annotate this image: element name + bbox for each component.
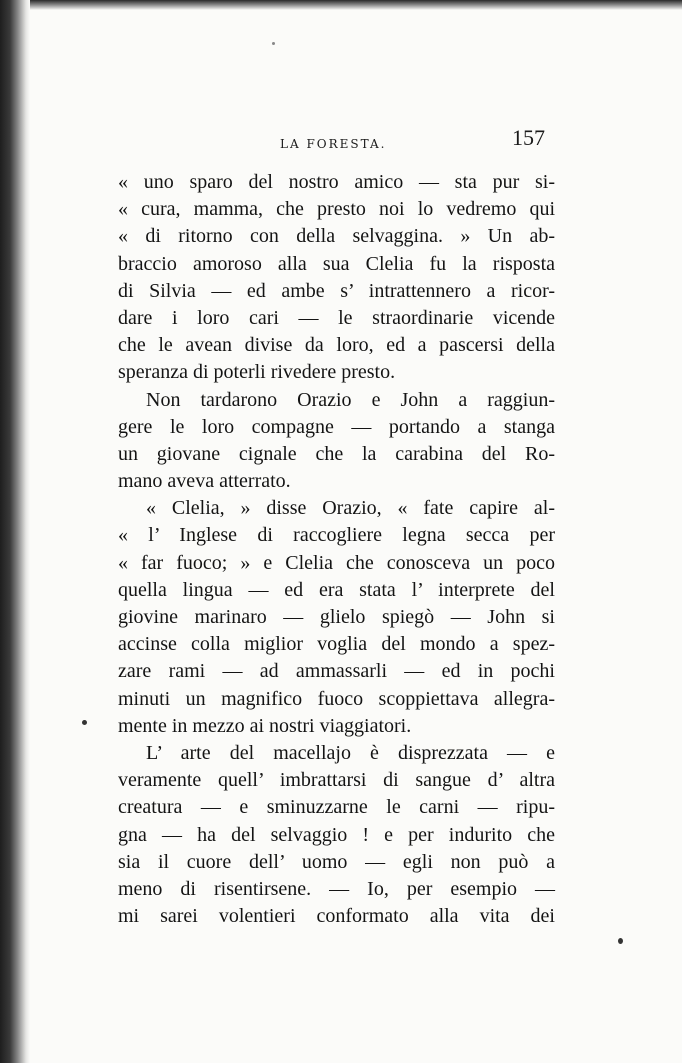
text-line: che le avean divise da loro, ed a pascersi della (118, 334, 555, 357)
text-line: mente in mezzo ai nostri viaggiatori. (118, 714, 412, 737)
text-line: speranza di poterli rivedere presto. (118, 361, 396, 384)
text-line: « l’ Inglese di raccogliere legna secca per (118, 524, 555, 547)
page-top-edge (0, 0, 682, 10)
text-line: creatura — e sminuzzarne le carni — ripu- (118, 796, 555, 819)
text-line: giovine marinaro — glielo spiegò — John si (118, 606, 555, 628)
text-line: « uno sparo del nostro amico — sta pur si- (118, 171, 555, 193)
page-number: 157 (512, 125, 545, 150)
text-line: mano aveva atterrato. (118, 470, 291, 493)
running-header (120, 125, 545, 161)
ink-speck (618, 938, 623, 944)
text-line: un giovane cignale che la carabina del Ro- (118, 442, 555, 465)
ink-speck (82, 720, 87, 725)
text-line: minuti un magnifico fuoco scoppiettava allegra- (118, 687, 555, 710)
text-line: dare i loro cari — le straordinarie vicende (118, 306, 555, 329)
book-binding-edge (0, 0, 30, 1063)
text-line: « far fuoco; » e Clelia che conosceva un poco (118, 551, 555, 574)
text-line: L’ arte del macellajo è disprezzata — e (146, 741, 555, 764)
text-line: zare rami — ad ammassarli — ed in pochi (118, 660, 555, 683)
text-line: accinse colla miglior voglia del mondo a spez- (118, 633, 555, 656)
text-line: « di ritorno con della selvaggina. » Un ab- (118, 225, 555, 248)
text-line: veramente quell’ imbrattarsi di sangue d’ altra (118, 769, 555, 792)
text-line: quella lingua — ed era stata l’ interprete del (118, 578, 555, 601)
chapter-title: LA FORESTA. (280, 137, 387, 151)
text-line: meno di risentirsene. — Io, per esempio — (118, 877, 555, 900)
text-line: gna — ha del selvaggio ! e per indurito che (118, 823, 555, 846)
body-text (118, 169, 555, 930)
ink-speck (272, 42, 275, 45)
text-line: « Clelia, » disse Orazio, « fate capire al- (146, 497, 555, 520)
text-line: « cura, mamma, che presto noi lo vedremo qui (118, 198, 555, 221)
text-line: mi sarei volentieri conformato alla vita dei (118, 905, 555, 928)
text-line: di Silvia — ed ambe s’ intrattennero a ricor- (118, 279, 555, 302)
text-line: gere le loro compagne — portando a stanga (118, 415, 555, 438)
text-line: Non tardarono Orazio e John a raggiun- (146, 388, 555, 411)
text-line: braccio amoroso alla sua Clelia fu la risposta (118, 252, 555, 275)
text-line: sia il cuore dell’ uomo — egli non può a (118, 850, 555, 873)
